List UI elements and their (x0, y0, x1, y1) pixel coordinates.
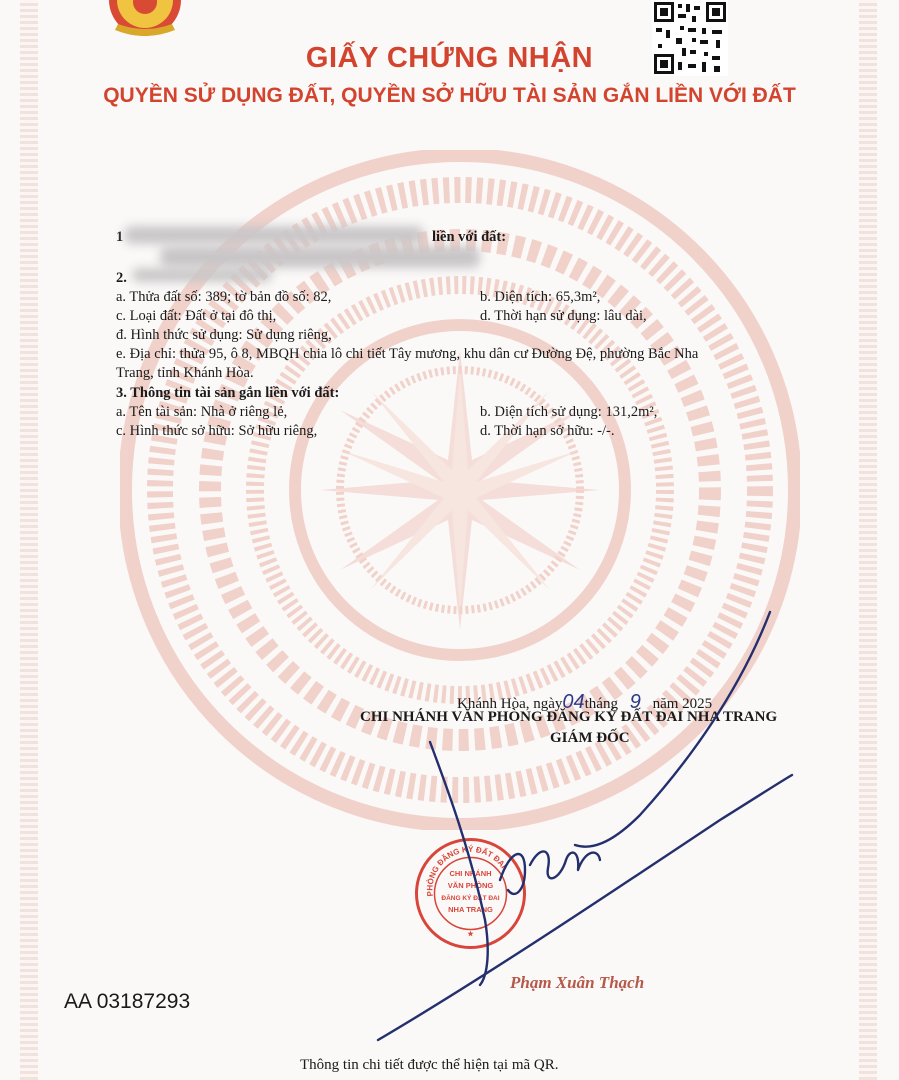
land-area: b. Diện tích: 65,3m², (480, 289, 601, 305)
signer-name: Phạm Xuân Thạch (510, 973, 645, 992)
land-type: c. Loại đất: Đất ở tại đô thị, (116, 308, 277, 324)
address-line-1: e. Địa chỉ: thửa 95, ô 8, MBQH chia lô chi tiết Tây mương, khu dân cư Đường Đệ, phường Bắc Nha (116, 346, 699, 362)
issue-month: 9 (629, 691, 641, 713)
left-border-pattern (20, 0, 38, 1080)
seal-line-1: CHI NHÁNH (449, 869, 492, 878)
issue-day: 04 (562, 691, 585, 713)
asset-name: a. Tên tài sản: Nhà ở riêng lẻ, (116, 404, 288, 420)
month-label: tháng (584, 696, 618, 712)
section1-heading-end: liền với đất: (432, 229, 507, 245)
usable-area: b. Diện tích sử dụng: 131,2m², (480, 404, 658, 420)
seal-line-2: VĂN PHÒNG (447, 881, 494, 890)
issuing-office: CHI NHÁNH VĂN PHÒNG ĐĂNG KÝ ĐẤT ĐAI NHA TRANG (360, 709, 778, 725)
signer-position: GIÁM ĐỐC (550, 730, 630, 746)
issue-year: năm 2025 (652, 696, 713, 712)
redacted-owner-name (160, 246, 480, 268)
official-seal (413, 836, 528, 951)
section3-heading: 3. Thông tin tài sản gắn liền với đất: (116, 385, 340, 401)
ownership-term: d. Thời hạn sở hữu: -/-. (480, 423, 615, 439)
redacted-section2-title (132, 268, 272, 282)
certificate-subtitle: QUYỀN SỬ DỤNG ĐẤT, QUYỀN SỞ HỮU TÀI SẢN GẮN LIỀN VỚI ĐẤT (103, 84, 796, 107)
section1-label: 1 (116, 229, 124, 245)
qr-footer-note: Thông tin chi tiết được thể hiện tại mã QR. (300, 1057, 559, 1073)
seal-line-3: ĐĂNG KÝ ĐẤT ĐAI (441, 895, 500, 902)
seal-line-4: NHA TRANG (448, 905, 493, 914)
national-emblem-icon (100, 0, 190, 40)
ownership-form: c. Hình thức sở hữu: Sở hữu riêng, (116, 423, 318, 439)
serial-number: AA 03187293 (64, 990, 191, 1013)
land-use-term: d. Thời hạn sử dụng: lâu dài, (480, 308, 647, 324)
certificate-title: GIẤY CHỨNG NHẬN (305, 42, 594, 74)
right-border-pattern (859, 0, 877, 1080)
usage-form: đ. Hình thức sử dụng: Sử dụng riêng, (116, 327, 332, 343)
seal-star-icon: ★ (467, 931, 474, 938)
redacted-owner-info (124, 226, 424, 244)
section2-heading: 2. (116, 270, 127, 286)
issue-place: Khánh Hòa, ngày (457, 696, 563, 712)
address-line-2: Trang, tỉnh Khánh Hòa. (116, 365, 254, 381)
parcel-number: a. Thửa đất số: 389; tờ bản đồ số: 82, (116, 289, 332, 305)
seal-ring-text: PHÒNG ĐĂNG KÝ ĐẤT ĐAI (425, 844, 509, 897)
